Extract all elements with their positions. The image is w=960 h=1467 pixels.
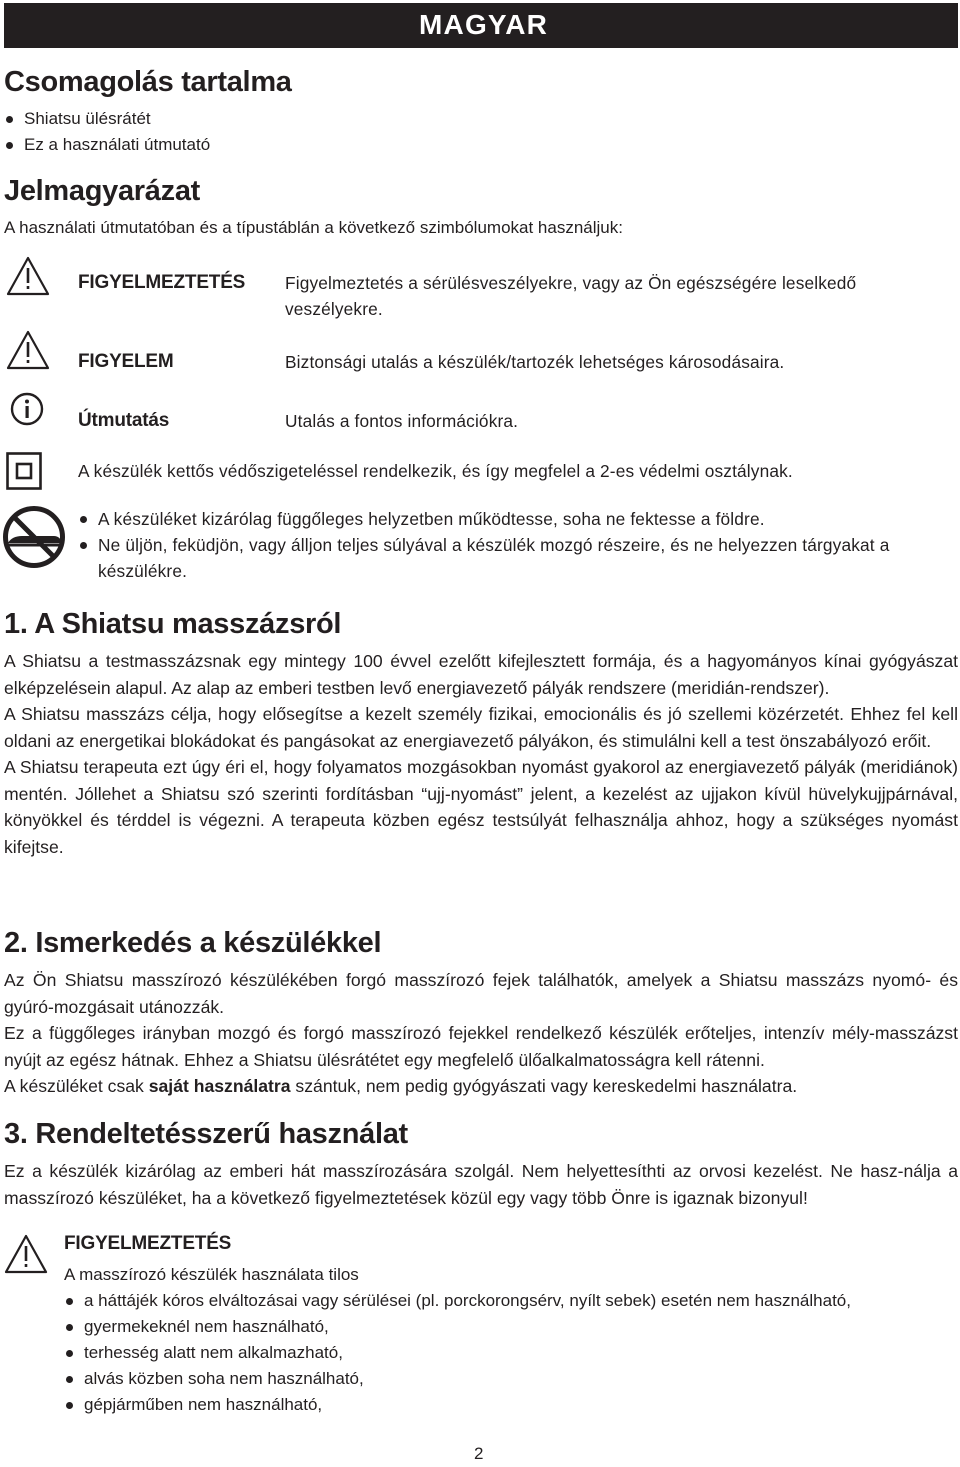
- info-icon: [10, 392, 44, 431]
- text-run: szántuk, nem pedig gyógyászati vagy kereskedelmi használatra.: [290, 1076, 798, 1096]
- caution-description: Biztonsági utalás a készülék/tartozék lehetséges károsodásaira.: [285, 352, 785, 372]
- package-contents-list: [4, 106, 504, 158]
- section2-title: 2. Ismerkedés a készülékkel: [4, 927, 382, 959]
- paragraph: A Shiatsu terapeuta ezt úgy éri el, hogy folyamatos mozgásokban nyomást gyakorol az energiavezető pályák (meridiánok) mentén. Jóllehet a Shiatsu szó szerinti fordításban “ujj-nyomást” jelent, a kezelést az ujjakon kívül hüvelykujjpárnával, könyökkel és térddel is végezni. A terapeuta közben egész testsúlyát felhasználja ahhoz, hogy a szükséges nyomást kifejtse.: [4, 757, 958, 857]
- warning-label: FIGYELMEZTETÉS: [78, 272, 246, 293]
- warning-description: Figyelmeztetés a sérülésveszélyekre, vagy az Ön egészségére leselkedő veszélyekre.: [285, 273, 857, 319]
- section2-body: [4, 967, 958, 1100]
- note-description: Utalás a fontos információkra.: [285, 411, 519, 431]
- list-item: Ne üljön, feküdjön, vagy álljon teljes súlyával a készülék mozgó részeire, és ne helyezzen tárgyakat a készülékre.: [78, 532, 958, 584]
- list-item: gépjárműben nem használható,: [64, 1392, 958, 1418]
- language-header-bar: [4, 3, 958, 48]
- list-item: Ez a használati útmutató: [4, 132, 504, 158]
- caution-label: FIGYELEM: [78, 351, 174, 372]
- caution-triangle-icon: [6, 330, 50, 375]
- prohibition-list: [78, 506, 958, 584]
- paragraph: [4, 1073, 958, 1100]
- list-item: terhesség alatt nem alkalmazható,: [64, 1340, 958, 1366]
- paragraph: A Shiatsu a testmasszázsnak egy mintegy 100 évvel ezelőtt kifejlesztett formája, és a hagyományos kínai gyógyászat elképzelésein alapul. Az alap az emberi testben levő energiavezető pályák rendszere (meridián-rendszer).: [4, 651, 958, 698]
- legend-title: Jelmagyarázat: [4, 175, 200, 207]
- text-run: A készüléket csak: [4, 1076, 149, 1096]
- list-item: Shiatsu ülésrátét: [4, 106, 504, 132]
- paragraph: Az Ön Shiatsu masszírozó készülékében forgó masszírozó fejek találhatók, amelyek a Shiatsu masszázs nyomó- és gyúró-mozgásait utánozzák.: [4, 970, 958, 1017]
- section3-warning-label: FIGYELMEZTETÉS: [64, 1233, 232, 1254]
- no-lying-down-icon: [2, 505, 66, 574]
- page-number: 2: [474, 1444, 484, 1463]
- list-item: alvás közben soha nem használható,: [64, 1366, 958, 1392]
- list-item: A készüléket kizárólag függőleges helyzetben működtesse, soha ne fektesse a földre.: [78, 506, 958, 532]
- language-label: MAGYAR: [419, 9, 549, 40]
- section3-warning-intro: A masszírozó készülék használata tilos: [64, 1265, 359, 1284]
- paragraph: A Shiatsu masszázs célja, hogy elősegítse a kezelt személy fizikai, emocionális és jó szellemi közérzetét. Ehhez fel kell oldani az energetikai blokádokat és pangásokat az energiavezető pályákon, és stimulálni kell a test önszabályozó erőit.: [4, 704, 958, 751]
- section1-title: 1. A Shiatsu masszázsról: [4, 608, 342, 640]
- double-insulation-icon: [6, 452, 42, 495]
- section1-body: [4, 648, 958, 860]
- paragraph: Ez a függőleges irányban mozgó és forgó masszírozó fejekkel rendelkező készülék erőteljes, intenzív mély-masszázst nyújt az egész hátnak. Ehhez a Shiatsu ülésrátétet egy megfelelő ülőalkalmatosságra kell rátenni.: [4, 1023, 958, 1070]
- section3-body: Ez a készülék kizárólag az emberi hát masszírozására szolgál. Nem helyettesíthti az orvosi kezelést. Ne hasz-nálja a masszírozó készüléket, ha a következő figyelmeztetések közül egy vagy több Önre is igaznak bizonyul!: [4, 1161, 958, 1208]
- package-contents-title: Csomagolás tartalma: [4, 66, 292, 98]
- section3-title: 3. Rendeltetésszerű használat: [4, 1118, 408, 1150]
- section3-warning-list: [64, 1288, 958, 1418]
- legend-intro: A használati útmutatóban és a típustáblán a következő szimbólumokat használjuk:: [4, 218, 623, 237]
- warning-triangle-icon: [6, 256, 50, 301]
- warning-triangle-icon: [4, 1234, 48, 1279]
- note-label: Útmutatás: [78, 410, 170, 431]
- list-item: gyermekeknél nem használható,: [64, 1314, 958, 1340]
- class2-description: A készülék kettős védőszigeteléssel rendelkezik, és így megfelel a 2-es védelmi osztálynak.: [78, 461, 793, 481]
- list-item: a háttájék kóros elváltozásai vagy sérülései (pl. porckorongsérv, nyílt sebek) esetén nem használható,: [64, 1288, 958, 1314]
- emphasis-own-use: saját használatra: [148, 1076, 291, 1096]
